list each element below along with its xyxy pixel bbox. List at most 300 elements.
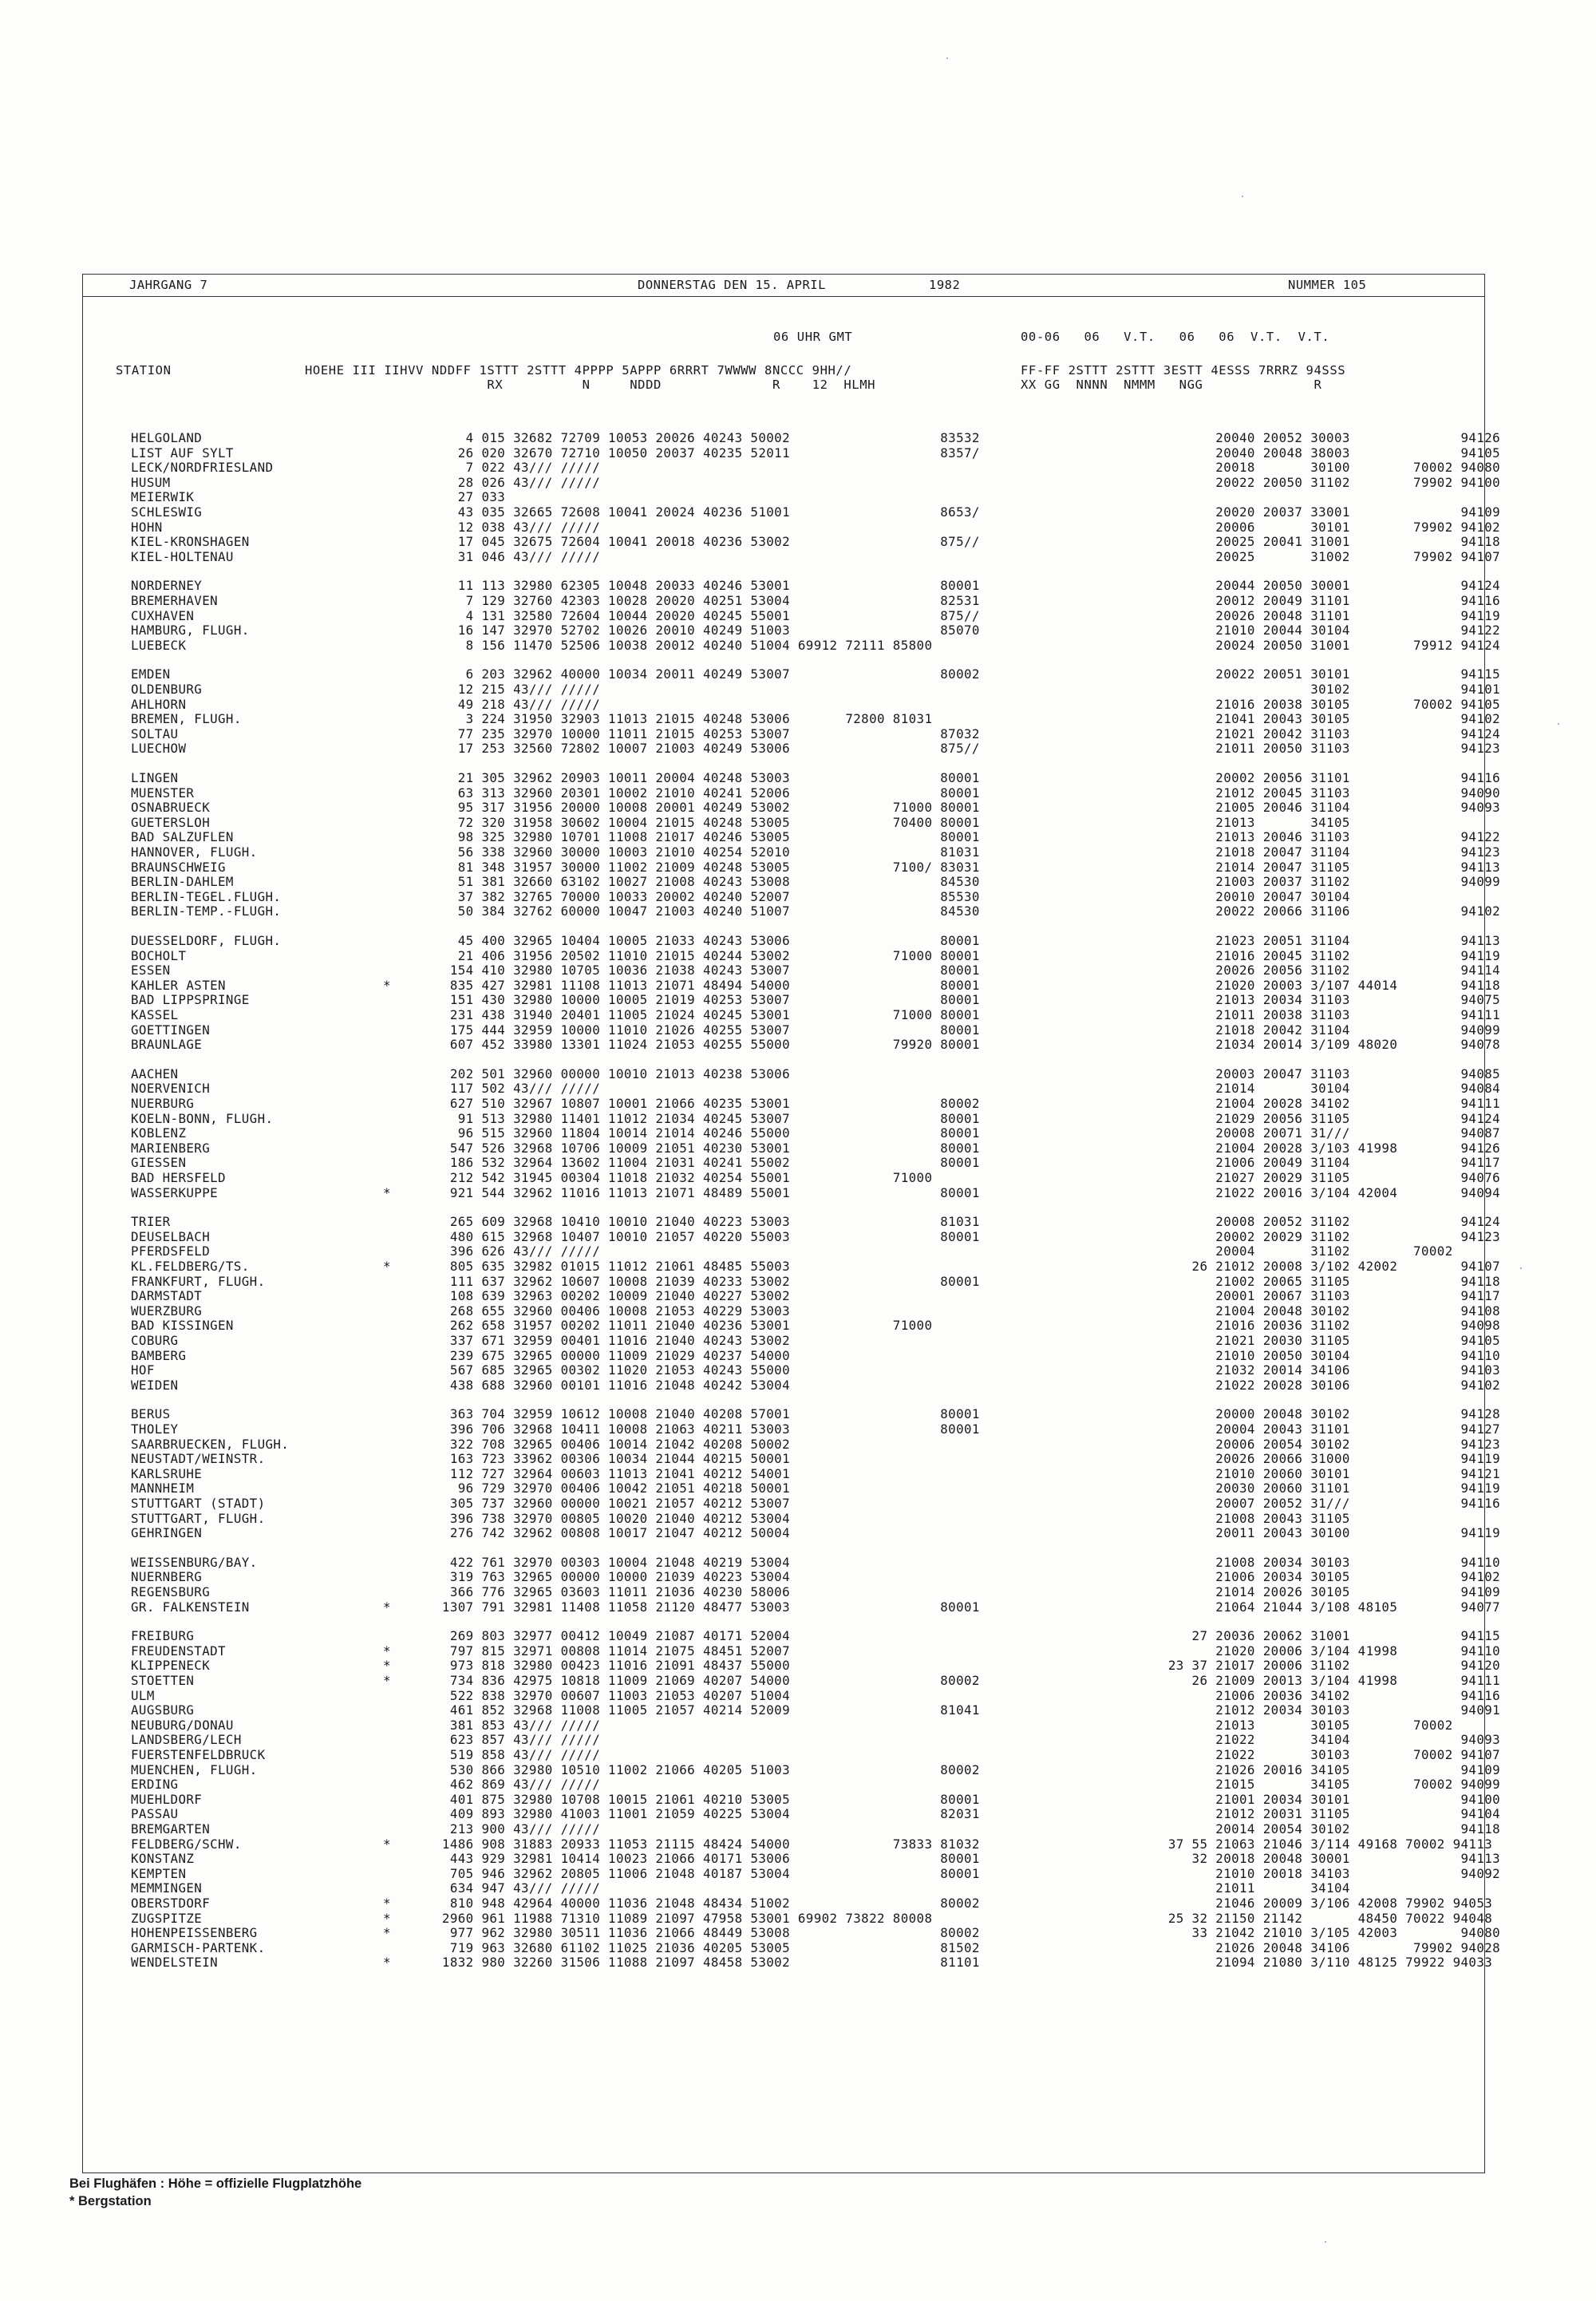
daily-values: 21026 20048 34106 79902 94028 — [1152, 1939, 1501, 1955]
daily-values: 26 21012 20008 3/102 42002 94107 — [1152, 1259, 1501, 1274]
station-row — [83, 1687, 1501, 1704]
station-name: ERDING — [131, 1777, 179, 1793]
synop-values: 202 501 32960 00000 10010 21013 40238 53006 — [434, 1065, 790, 1081]
station-row — [83, 682, 1501, 698]
station-row — [83, 1333, 1501, 1349]
mountain-marker: * — [383, 1643, 391, 1659]
daily-values: 21014 20026 30105 94109 — [1152, 1584, 1501, 1599]
daily-values: 20002 20056 31101 94116 — [1152, 770, 1501, 785]
daily-values: 21016 20036 31102 94098 — [1152, 1318, 1501, 1334]
synop-values: 268 655 32960 00406 10008 21053 40229 53003 — [434, 1303, 790, 1319]
synop-values: 322 708 32965 00406 10014 21042 40208 50002 — [434, 1436, 790, 1452]
synop-values: 45 400 32965 10404 10005 21033 40243 53006 80001 — [434, 933, 980, 948]
synop-values: 401 875 32980 10708 10015 21061 40210 53005 80001 — [434, 1791, 980, 1807]
daily-values: 21010 20060 30101 94121 — [1152, 1465, 1501, 1481]
synop-values: 81 348 31957 30000 11002 21009 40248 53005 7100/ 83031 — [434, 859, 980, 875]
synop-values: 37 382 32765 70000 10033 20002 40240 52007 85530 — [434, 888, 980, 904]
station-name: FREIBURG — [131, 1628, 195, 1644]
synop-values: 43 035 32665 72608 10041 20024 40236 51001 8653/ — [434, 504, 980, 520]
station-name: MEMMINGEN — [131, 1880, 203, 1896]
station-name: MUENSTER — [131, 785, 195, 801]
daily-values: 21022 34104 94093 — [1152, 1732, 1501, 1748]
synop-values: 91 513 32980 11401 11012 21034 40245 53007 80001 — [434, 1110, 980, 1126]
daily-values: 21029 20056 31105 94124 — [1152, 1110, 1501, 1126]
synop-values: 31 046 43/// ///// — [434, 548, 601, 564]
station-name: HANNOVER, FLUGH. — [131, 844, 258, 860]
station-row — [83, 1584, 1501, 1600]
daily-values: 21026 20016 34105 94109 — [1152, 1761, 1501, 1777]
daily-values: 20022 20066 31106 94102 — [1152, 903, 1501, 919]
synop-values: 363 704 32959 10612 10008 21040 40208 57001 80001 — [434, 1406, 980, 1422]
station-row — [83, 1081, 1501, 1097]
synop-values: 111 637 32962 10607 10008 21039 40233 53002 80001 — [434, 1273, 980, 1289]
synop-values: 396 626 43/// ///// — [434, 1243, 601, 1259]
daily-values: 23 37 21017 20006 31102 94120 — [1152, 1658, 1501, 1674]
daily-values: 20044 20050 30001 94124 — [1152, 578, 1501, 594]
station-row — [83, 1318, 1501, 1334]
station-name: BRAUNLAGE — [131, 1037, 203, 1053]
daily-values: 20002 20029 31102 94123 — [1152, 1228, 1501, 1244]
station-name: GR. FALKENSTEIN — [131, 1599, 250, 1615]
footnote-airports: Bei Flughäfen : Höhe = offizielle Flugplatzhöhe — [69, 2176, 362, 2191]
station-row — [83, 1125, 1501, 1141]
station-name: REGENSBURG — [131, 1584, 211, 1599]
station-row — [83, 607, 1501, 624]
station-row — [83, 1702, 1501, 1718]
station-name: BAD KISSINGEN — [131, 1318, 234, 1334]
daily-values: 26 21009 20013 3/104 41998 94111 — [1152, 1673, 1501, 1688]
station-name: BAD HERSFELD — [131, 1170, 226, 1185]
station-row — [83, 1244, 1472, 1259]
station-name: BERLIN-TEMP.-FLUGH. — [131, 903, 282, 919]
station-row — [83, 1155, 1501, 1171]
daily-values: 21022 20016 3/104 42004 94094 — [1152, 1184, 1501, 1200]
station-row — [83, 504, 1501, 520]
station-row — [83, 963, 1501, 979]
synop-values: 16 147 32970 52702 10026 20010 40249 51003 85070 — [434, 623, 980, 639]
station-name: HOHENPEISSENBERG — [131, 1925, 258, 1941]
daily-values: 21014 30104 94084 — [1152, 1081, 1501, 1097]
scan-speck — [1242, 196, 1243, 197]
daily-values: 21022 20028 30106 94102 — [1152, 1377, 1501, 1393]
station-name: ESSEN — [131, 963, 171, 979]
daily-values: 20010 20047 30104 — [1152, 888, 1350, 904]
weather-table-sheet — [82, 274, 1501, 2173]
station-row — [83, 1881, 1472, 1896]
synop-values: 239 675 32965 00000 11009 21029 40237 54000 — [434, 1347, 790, 1363]
synop-values: 381 853 43/// ///// — [434, 1717, 601, 1733]
synop-values: 2960 961 11988 71310 11089 21097 47958 53001 69902 73822 80008 — [434, 1910, 933, 1926]
synop-values: 422 761 32970 00303 10004 21048 40219 53004 — [434, 1554, 790, 1570]
station-name: NUERBURG — [131, 1096, 195, 1111]
station-row — [83, 593, 1501, 609]
synop-values: 11 113 32980 62305 10048 20033 40246 53001 80001 — [434, 578, 980, 594]
station-name: KEMPTEN — [131, 1865, 187, 1881]
station-row — [83, 1377, 1501, 1394]
daily-values: 20012 20049 31101 94116 — [1152, 593, 1501, 608]
station-row — [83, 1273, 1501, 1290]
synop-values: 151 430 32980 10000 10005 21019 40253 53007 80001 — [434, 992, 980, 1008]
station-name: STUTTGART, FLUGH. — [131, 1510, 266, 1526]
mountain-marker: * — [383, 1896, 391, 1911]
daily-values: 27 20036 20062 31001 94115 — [1152, 1628, 1501, 1644]
station-row — [83, 785, 1501, 801]
column-header-codes: HOEHE III IIHVV NDDFF 1STTT 2STTT 4PPPP 5APPP 6RRRT 7WWWW 8NCCC 9HH// — [305, 363, 852, 378]
synop-values: 607 452 33980 13301 11024 21053 40255 55000 79920 80001 — [434, 1037, 980, 1053]
station-name: BAD LIPPSPRINGE — [131, 992, 250, 1008]
station-row — [83, 1910, 1493, 1927]
station-row — [83, 1718, 1472, 1734]
synop-values: 96 515 32960 11804 10014 21014 40246 55000 80001 — [434, 1125, 980, 1141]
station-name: LINGEN — [131, 770, 179, 785]
station-name: OLDENBURG — [131, 682, 203, 697]
station-row — [83, 1421, 1501, 1437]
daily-values: 25 32 21150 21142 48450 70022 94048 — [1152, 1910, 1493, 1926]
daily-values: 20000 20048 30102 94128 — [1152, 1406, 1501, 1422]
synop-values: 276 742 32962 00808 10017 21047 40212 50004 — [434, 1525, 790, 1541]
station-name: MARIENBERG — [131, 1140, 211, 1156]
station-name: PASSAU — [131, 1806, 179, 1822]
synop-values: 12 038 43/// ///// — [434, 519, 601, 535]
daily-values: 20025 31002 79902 94107 — [1152, 548, 1501, 564]
daily-values: 21018 20047 31104 94123 — [1152, 844, 1501, 860]
station-row — [83, 770, 1501, 786]
scan-speck — [1520, 1267, 1522, 1269]
daily-values: 20004 31102 70002 — [1152, 1243, 1453, 1259]
station-row — [83, 1732, 1501, 1748]
synop-values: 8 156 11470 52506 10038 20012 40240 51004 69912 72111 85800 — [434, 637, 933, 653]
station-name: HOF — [131, 1362, 155, 1378]
station-name: KARLSRUHE — [131, 1465, 203, 1481]
station-row — [83, 1512, 1472, 1527]
observation-time: 06 UHR GMT — [773, 330, 853, 344]
synop-values: 396 706 32968 10411 10008 21063 40211 53003 80001 — [434, 1421, 980, 1437]
synop-values: 3 224 31950 32903 11013 21015 40248 53006 72800 81031 — [434, 711, 933, 727]
station-row — [83, 1658, 1501, 1674]
daily-values: 20014 20054 30102 94118 — [1152, 1821, 1501, 1836]
station-row — [83, 534, 1501, 550]
station-name: BOCHOLT — [131, 947, 187, 963]
station-row — [83, 992, 1501, 1008]
daily-values: 21006 20034 30105 94102 — [1152, 1569, 1501, 1585]
station-name: LUECHOW — [131, 741, 187, 757]
synop-values: 438 688 32960 00101 11016 21048 40242 53004 — [434, 1377, 790, 1393]
daily-values: 21005 20046 31104 94093 — [1152, 800, 1501, 816]
daily-values: 21004 20028 34102 94111 — [1152, 1096, 1501, 1111]
station-row — [83, 1806, 1501, 1822]
daily-values: 21014 20047 31105 94113 — [1152, 859, 1501, 875]
daily-values: 30102 94101 — [1152, 682, 1501, 697]
station-name: BERLIN-DAHLEM — [131, 874, 234, 890]
station-name: GEHRINGEN — [131, 1525, 203, 1541]
station-row — [83, 1184, 1501, 1201]
synop-values: 108 639 32963 00202 10009 21040 40227 53002 — [434, 1288, 790, 1304]
daily-values: 21013 20046 31103 94122 — [1152, 829, 1501, 845]
synop-values: 265 609 32968 10410 10010 21040 40223 53003 81031 — [434, 1214, 980, 1230]
station-row — [83, 1821, 1501, 1837]
station-name: BREMERHAVEN — [131, 593, 219, 608]
synop-values: 627 510 32967 10807 10001 21066 40235 53001 80002 — [434, 1096, 980, 1111]
station-name: DARMSTADT — [131, 1288, 203, 1304]
daily-values: 21046 20009 3/106 42008 79902 94053 — [1152, 1896, 1493, 1911]
station-name: BAD SALZUFLEN — [131, 829, 234, 845]
station-row — [83, 1228, 1501, 1245]
station-row — [83, 1643, 1501, 1659]
station-name: HUSUM — [131, 474, 171, 490]
synop-values: 319 763 32965 00000 10000 21039 40223 53004 — [434, 1569, 790, 1585]
station-name: DEUSELBACH — [131, 1228, 211, 1244]
station-name: BERLIN-TEGEL.FLUGH. — [131, 888, 282, 904]
station-row — [83, 1761, 1501, 1778]
daily-values: 21013 20034 31103 94075 — [1152, 992, 1501, 1008]
station-name: KOELN-BONN, FLUGH. — [131, 1110, 274, 1126]
station-row — [83, 844, 1501, 860]
station-row — [83, 548, 1501, 565]
synop-values: 480 615 32968 10407 10010 21057 40220 55003 80001 — [434, 1228, 980, 1244]
station-row — [83, 460, 1501, 476]
synop-values: 462 869 43/// ///// — [434, 1777, 601, 1793]
daily-values: 21021 20030 31105 94105 — [1152, 1333, 1501, 1348]
station-row — [83, 1896, 1493, 1912]
synop-values: 269 803 32977 00412 10049 21087 40171 52004 — [434, 1628, 790, 1644]
synop-values: 21 305 32962 20903 10011 20004 40248 53003 80001 — [434, 770, 980, 785]
mountain-marker: * — [383, 1836, 391, 1852]
station-name: CUXHAVEN — [131, 607, 195, 623]
station-row — [83, 1007, 1501, 1023]
synop-values: 6 203 32962 40000 10034 20011 40249 53007 80002 — [434, 666, 980, 682]
station-name: ZUGSPITZE — [131, 1910, 203, 1926]
station-row — [83, 1110, 1501, 1127]
synop-values: 409 893 32980 41003 11001 21059 40225 53004 82031 — [434, 1806, 980, 1822]
synop-values: 21 406 31956 20502 11010 21015 40244 53002 71000 80001 — [434, 947, 980, 963]
station-row — [83, 1836, 1493, 1852]
header-divider — [83, 296, 1484, 297]
station-name: STOETTEN — [131, 1673, 195, 1688]
station-name: NUERNBERG — [131, 1569, 203, 1585]
station-name: LANDSBERG/LECH — [131, 1732, 242, 1748]
station-name: LIST AUF SYLT — [131, 445, 234, 461]
station-name: GARMISCH-PARTENK. — [131, 1939, 266, 1955]
daily-values: 21008 20043 31105 — [1152, 1510, 1350, 1526]
daily-values: 20006 20054 30102 94123 — [1152, 1436, 1501, 1452]
daily-values: 21006 20036 34102 94116 — [1152, 1687, 1501, 1703]
daily-values: 33 21042 21010 3/105 42003 94080 — [1152, 1925, 1501, 1941]
station-name: GIESSEN — [131, 1155, 187, 1171]
station-row — [83, 1747, 1501, 1763]
synop-values: 154 410 32980 10705 10036 21038 40243 53007 80001 — [434, 963, 980, 979]
daily-values: 20026 20048 31101 94119 — [1152, 607, 1501, 623]
station-name: WUERZBURG — [131, 1303, 203, 1319]
daily-values: 21008 20034 30103 94110 — [1152, 1554, 1501, 1570]
station-row — [83, 1037, 1501, 1053]
station-name: NEUSTADT/WEINSTR. — [131, 1451, 266, 1467]
mountain-marker: * — [383, 1184, 391, 1200]
synop-values: 26 020 32670 72710 10050 20037 40235 52011 8357/ — [434, 445, 980, 461]
station-name: AHLHORN — [131, 696, 187, 712]
daily-values: 21002 20065 31105 94118 — [1152, 1273, 1501, 1289]
daily-values: 21006 20049 31104 94117 — [1152, 1155, 1501, 1171]
station-name: NEUBURG/DONAU — [131, 1717, 234, 1733]
column-header-right-sub: XX GG NNNN NMMM NGG R — [1021, 378, 1322, 392]
station-name: MANNHEIM — [131, 1481, 195, 1496]
station-row — [83, 696, 1501, 713]
daily-values: 20001 20067 31103 94117 — [1152, 1288, 1501, 1304]
station-row — [83, 1065, 1501, 1082]
station-name: MUENCHEN, FLUGH. — [131, 1761, 258, 1777]
column-header-right-codes: FF-FF 2STTT 2STTT 3ESTT 4ESSS 7RRRZ 94SSS — [1021, 363, 1346, 378]
station-row — [83, 1851, 1501, 1867]
station-row — [83, 445, 1501, 461]
scan-speck — [946, 57, 948, 59]
station-row — [83, 1569, 1501, 1585]
daily-values: 20011 20043 30100 94119 — [1152, 1525, 1501, 1541]
daily-values: 21011 20038 31103 94111 — [1152, 1007, 1501, 1022]
station-row — [83, 1599, 1501, 1615]
synop-values: 4 131 32580 72604 10044 20020 40245 55001 875// — [434, 607, 980, 623]
synop-values: 17 045 32675 72604 10041 20018 40236 53002 875// — [434, 534, 980, 550]
synop-values: 835 427 32981 11108 11013 21071 48494 54000 80001 — [434, 977, 980, 993]
scan-speck — [1325, 2241, 1326, 2243]
station-name: EMDEN — [131, 666, 171, 682]
station-name: KLIPPENECK — [131, 1658, 211, 1674]
synop-values: 96 729 32970 00406 10042 21051 40218 50001 — [434, 1481, 790, 1496]
synop-values: 734 836 42975 10818 11009 21069 40207 54000 80002 — [434, 1673, 980, 1688]
station-name: HELGOLAND — [131, 430, 203, 445]
station-name: GOETTINGEN — [131, 1022, 211, 1038]
station-name: FRANKFURT, FLUGH. — [131, 1273, 266, 1289]
station-row — [83, 1777, 1501, 1793]
mountain-marker: * — [383, 1259, 391, 1274]
daily-values: 21023 20051 31104 94113 — [1152, 933, 1501, 948]
mountain-marker: * — [383, 1599, 391, 1615]
station-name: SOLTAU — [131, 725, 179, 741]
synop-values: 7 129 32760 42303 10028 20020 40251 53004 82531 — [434, 593, 980, 608]
daily-values: 21012 20034 30103 94091 — [1152, 1702, 1501, 1718]
daily-values: 21013 30105 70002 — [1152, 1717, 1453, 1733]
daily-values: 21012 20031 31105 94104 — [1152, 1806, 1501, 1822]
station-row — [83, 1925, 1501, 1941]
synop-values: 719 963 32680 61102 11025 21036 40205 53005 81502 — [434, 1939, 980, 1955]
station-row — [83, 711, 1501, 727]
daily-values: 21021 20042 31103 94124 — [1152, 725, 1501, 741]
station-name: WEISSENBURG/BAY. — [131, 1554, 258, 1570]
station-name: TRIER — [131, 1214, 171, 1230]
station-name: THOLEY — [131, 1421, 179, 1437]
station-row — [83, 800, 1501, 816]
synop-values: 530 866 32980 10510 11002 21066 40205 51003 80002 — [434, 1761, 980, 1777]
synop-values: 366 776 32965 03603 11011 21036 40230 58006 — [434, 1584, 790, 1599]
daily-values: 21011 20050 31103 94123 — [1152, 741, 1501, 757]
daily-values: 20006 30101 79902 94102 — [1152, 519, 1501, 535]
station-row — [83, 637, 1501, 654]
station-row — [83, 977, 1501, 994]
synop-values: 98 325 32980 10701 11008 21017 40246 53005 80001 — [434, 829, 980, 845]
station-row — [83, 474, 1501, 491]
synop-values: 461 852 32968 11008 11005 21057 40214 52009 81041 — [434, 1702, 980, 1718]
daily-values: 21094 21080 3/110 48125 79922 94033 — [1152, 1955, 1493, 1971]
daily-values: 21010 20050 30104 94110 — [1152, 1347, 1501, 1363]
station-row — [83, 1481, 1501, 1496]
station-row — [83, 1140, 1501, 1156]
mountain-marker: * — [383, 1910, 391, 1926]
daily-values: 20007 20052 31/// 94116 — [1152, 1496, 1501, 1511]
station-name: BERUS — [131, 1406, 171, 1422]
synop-values: 112 727 32964 00603 11013 21041 40212 54001 — [434, 1465, 790, 1481]
synop-values: 72 320 31958 30602 10004 21015 40248 53005 70400 80001 — [434, 814, 980, 830]
station-row — [83, 1496, 1501, 1512]
synop-values: 623 857 43/// ///// — [434, 1732, 601, 1748]
station-name: KIEL-HOLTENAU — [131, 548, 234, 564]
station-name: AUGSBURG — [131, 1702, 195, 1718]
footnote-mountain-station: * Bergstation — [69, 2194, 152, 2208]
daily-values: 20026 20056 31102 94114 — [1152, 963, 1501, 979]
station-name: DUESSELDORF, FLUGH. — [131, 933, 282, 948]
column-header-codes-sub: RX N NDDD R 12 HLMH — [305, 378, 876, 392]
station-row — [83, 1170, 1501, 1186]
station-name: GUETERSLOH — [131, 814, 211, 830]
synop-values: 77 235 32970 10000 11011 21015 40253 53007 87032 — [434, 725, 980, 741]
station-row — [83, 519, 1501, 536]
station-name: KONSTANZ — [131, 1851, 195, 1867]
mountain-marker: * — [383, 977, 391, 993]
daily-values: 21032 20014 34106 94103 — [1152, 1362, 1501, 1378]
station-name: OBERSTDORF — [131, 1896, 211, 1911]
station-row — [83, 1406, 1501, 1422]
synop-values: 262 658 31957 00202 11011 21040 40236 53001 71000 — [434, 1318, 933, 1334]
synop-values: 212 542 31945 00304 11018 21032 40254 55001 71000 — [434, 1170, 933, 1185]
station-name: SAARBRUECKEN, FLUGH. — [131, 1436, 290, 1452]
station-row — [83, 1303, 1501, 1319]
synop-values: 17 253 32560 72802 10007 21003 40249 53006 875// — [434, 741, 980, 757]
daily-values: 21001 20034 30101 94100 — [1152, 1791, 1501, 1807]
station-row — [83, 1673, 1501, 1689]
station-row — [83, 1022, 1501, 1038]
daily-values: 21012 20045 31103 94090 — [1152, 785, 1501, 801]
station-row — [83, 1791, 1501, 1808]
synop-values: 921 544 32962 11016 11013 21071 48489 55001 80001 — [434, 1184, 980, 1200]
synop-values: 7 022 43/// ///// — [434, 460, 601, 476]
station-name: AACHEN — [131, 1065, 179, 1081]
station-name: BREMEN, FLUGH. — [131, 711, 242, 727]
synop-values: 186 532 32964 13602 11004 21031 40241 55002 80001 — [434, 1155, 980, 1171]
daily-values: 21010 20018 34103 94092 — [1152, 1865, 1501, 1881]
station-name: OSNABRUECK — [131, 800, 211, 816]
daily-values: 20025 20041 31001 94118 — [1152, 534, 1501, 550]
station-row — [83, 947, 1501, 964]
station-name: LECK/NORDFRIESLAND — [131, 460, 274, 476]
station-name: COBURG — [131, 1333, 179, 1348]
station-name: KOBLENZ — [131, 1125, 187, 1141]
daily-values: 20004 20043 31101 94127 — [1152, 1421, 1501, 1437]
synop-values: 810 948 42964 40000 11036 21048 48434 51002 80002 — [434, 1896, 980, 1911]
station-row — [83, 741, 1501, 757]
station-row — [83, 1214, 1501, 1230]
station-row — [83, 903, 1501, 919]
station-name: HOHN — [131, 519, 163, 535]
station-row — [83, 933, 1501, 949]
column-header-right-top: 00-06 06 V.T. 06 06 V.T. V.T. — [1021, 330, 1330, 344]
station-name: MUEHLDORF — [131, 1791, 203, 1807]
synop-values: 213 900 43/// ///// — [434, 1821, 601, 1836]
station-row — [83, 1288, 1501, 1304]
synop-values: 519 858 43/// ///// — [434, 1747, 601, 1762]
daily-values: 20008 20071 31/// 94087 — [1152, 1125, 1501, 1141]
synop-values: 49 218 43/// ///// — [434, 696, 601, 712]
synop-values: 705 946 32962 20805 11006 21048 40187 53004 80001 — [434, 1865, 980, 1881]
station-row — [83, 890, 1472, 905]
station-row — [83, 1465, 1501, 1482]
synop-values: 805 635 32982 01015 11012 21061 48485 55003 — [434, 1259, 790, 1274]
